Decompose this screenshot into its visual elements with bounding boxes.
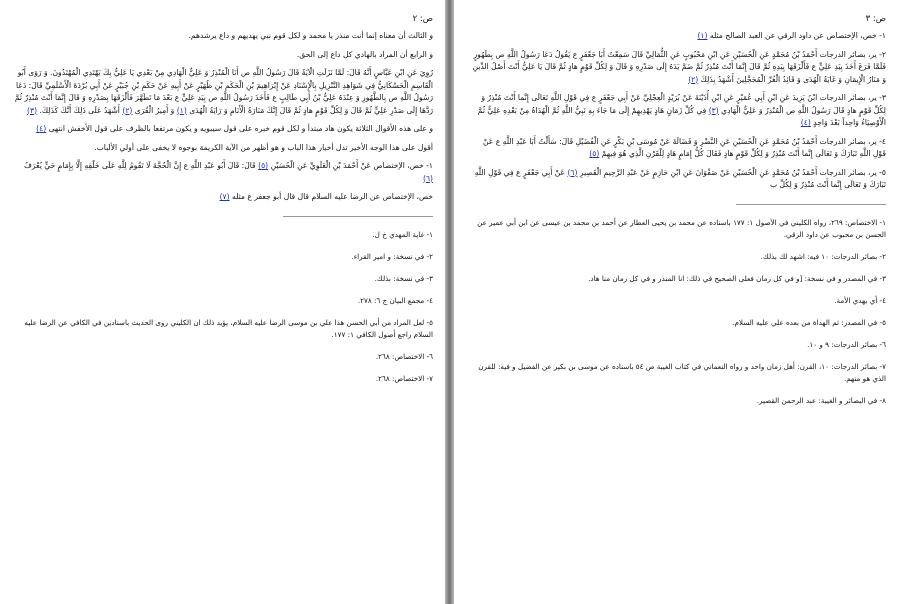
paragraph: خص، الإختصاص عن الرضا عليه السلام قال قال أبو جعفر ع مثله (٧) bbox=[219, 192, 433, 201]
paragraph: ٣- ير، بصائر الدرجات ابْنُ يَزِيدَ عَنِ ابْنِ أَبِي عُمَيْرٍ عَنِ ابْنِ أُذَيْنَةَ عَنْ بُرَيْدٍ الْعِجْلِيِّ عَنْ أَبِي جَعْفَرٍ ع فِي قَوْلِ اللَّهِ تَعَالَى إِنَّما أَنْتَ مُنْذِرٌ وَ لِكُلِّ قَوْمٍ هادٍ قَالَ رَسُولُ اللَّهِ ص الْمُنْذِرُ وَ عَلِيٌّ الْهَادِي (٣) فِي كُلِّ زَمَانٍ هَادٍ يَهْدِيهِمْ إِلَى مَا جَاءَ بِهِ نَبِيُّ اللَّهِ ثُمَّ الْهُدَاةُ مِنْ بَعْدِهِ عَلِيٌّ ثُمَّ الْأَوْصِيَاءُ وَاحِداً بَعْدَ وَاحِدٍ (٤) bbox=[477, 93, 886, 127]
paragraph: و الثالث أن معناه إنما أنت منذر يا محمد و لكل قوم نبي يهديهم و داع يرشدهم. bbox=[188, 31, 433, 40]
right-page bbox=[454, 0, 898, 604]
page-number: ص: ٣ bbox=[865, 14, 886, 24]
footnote-ref[interactable]: (٧) bbox=[219, 192, 230, 201]
footnote: ٤- مجمع البيان ج ٦: ٢٧٨. bbox=[357, 295, 433, 305]
footnote: ٧- بصائر الدرجات: ١٠، القرن: أهل زمان واحد و رواه النعماني في كتاب الغيبة ص ٥٤ باسناده عن موسى بن بكير عن الفضيل و فيه: للقرن الذي هو منهم. bbox=[478, 361, 886, 383]
footnotes bbox=[468, 217, 886, 407]
footnote: ٨- في البصائر و الغيبة: عبد الرحمن القصير. bbox=[756, 395, 886, 405]
page-gutter bbox=[445, 0, 454, 604]
footnote-ref[interactable]: (٤) bbox=[800, 118, 811, 127]
footnote-ref[interactable]: (٢) bbox=[122, 105, 133, 115]
footnote: ٥- في المصدر: ثم الهداة من بعده علي عليه السلام. bbox=[732, 317, 886, 327]
paragraph: رُوِيَ عَنِ ابْنِ عَبَّاسٍ أَنَّهُ قَالَ: لَمَّا نَزَلَتِ الْآيَةُ قَالَ رَسُولُ اللَّهِ ص أَنَا الْمُنْذِرُ وَ عَلِيٌّ الْهَادِي مِنْ بَعْدِي يَا عَلِيُّ بِكَ يَهْتَدِي الْمُهْتَدُونَ. وَ رَوَى أَبُو الْقَاسِمِ الْحَسْكَانِيُّ فِي شَوَاهِدِ التَّنْزِيلِ بِالْإِسْنَادِ عَنْ إِبْرَاهِيمَ بْنِ الْحَكَمِ بْنِ ظُهَيْرٍ عَنْ أَبِيهِ عَنْ حَكَمِ بْنِ جُبَيْرٍ عَنْ أَبِي بُرْدَةَ الْأَسْلَمِيِّ قَالَ: دَعَا رَسُولُ اللَّهِ ص بِالطَّهُورِ وَ عِنْدَهُ عَلِيُّ بْنُ أَبِي طَالِبٍ ع فَأَخَذَ رَسُولُ اللَّهِ ص بِيَدِ عَلِيٍّ ع بَعْدَ مَا تَطَهَّرَ فَأَلْزَقَهَا بِصَدْرِهِ وَ قَالَ إِنَّمَا أَنْتَ مُنْذِرٌ ثُمَّ رَدَّهَا إِلَى صَدْرِ عَلِيٍّ ثُمَّ قَالَ وَ لِكُلِّ قَوْمٍ هادٍ ثُمَّ قَالَ إِنَّكَ مَنَارَةُ الْأَنَامِ وَ رَايَةُ الْهُدَى (١) وَ أَمِيرُ الْقُرَى (٢) أَشْهَدُ عَلَى ذَلِكَ أَنَّكَ كَذَلِكَ. (٣) bbox=[14, 68, 433, 115]
footnote: ٣- في نسخة: بذلك. bbox=[374, 273, 433, 283]
footnote-ref[interactable]: (٥) bbox=[589, 149, 600, 158]
paragraph: ١- خص، الإختصاص عن داود الرقي عن العبد الصالح مثله (١) bbox=[697, 31, 886, 40]
paragraph: ٤- ير، بصائر الدرجات أَحْمَدُ بْنُ مُحَمَّدٍ عَنِ الْحُسَيْنِ عَنِ النَّضْرِ وَ فَضَالَةَ عَنْ مُوسَى بْنِ بَكْرٍ عَنِ الْفُضَيْلِ قَالَ: سَأَلْتُ أَبَا عَبْدِ اللَّهِ ع عَنْ قَوْلِ اللَّهِ تَبَارَكَ وَ تَعَالَى إِنَّما أَنْتَ مُنْذِرٌ وَ لِكُلِّ قَوْمٍ هادٍ فَقَالَ كُلُّ إِمَامٍ هَادٍ لِلْقَرْنِ الَّذِي هُوَ فِيهِمْ (٥) bbox=[482, 136, 886, 158]
paragraph: ٢- ير، بصائر الدرجات أَحْمَدُ بْنُ مُحَمَّدٍ عَنِ الْحُسَيْنِ عَنِ ابْنِ مَحْبُوبٍ عَنِ الثُّمَالِيِّ قَالَ سَمِعْتُ أَبَا جَعْفَرٍ ع يَقُولُ دَعَا رَسُولُ اللَّهِ ص بِطَهُورٍ فَلَمَّا فَرَغَ أَخَذَ بِيَدِ عَلِيٍّ ع فَأَلْزَقَهَا بِيَدِهِ ثُمَّ قَالَ إِنَّمَا أَنْتَ مُنْذِرٌ ثُمَّ ضَمَّ يَدَهُ إِلَى صَدْرِهِ وَ قَالَ وَ لِكُلِّ قَوْمٍ هادٍ ثُمَّ قَالَ يَا عَلِيُّ أَنْتَ أَصْلُ الدِّينِ وَ مَنَارُ الْإِيمَانِ وَ غَايَةُ الْهُدَى وَ قَائِدُ الْغُرِّ الْمُحَجَّلِينَ أَشْهَدُ بِذَلِكَ (٢) bbox=[472, 49, 886, 84]
paragraph: ٥- ير، بصائر الدرجات أَحْمَدُ بْنُ مُحَمَّدٍ عَنِ الْحُسَيْنِ عَنْ صَفْوَانَ عَنِ ابْنِ حَازِمٍ عَنْ عَبْدِ الرَّحِيمِ الْقَصِيرِ (٦) عَنْ أَبِي جَعْفَرٍ ع فِي قَوْلِ اللَّهِ تَبَارَكَ وَ تَعَالَى إِنَّما أَنْتَ مُنْذِرٌ وَ لِكُلِّ ب bbox=[474, 167, 886, 189]
footnote: ٦- الاختصاص: ٢٦٨. bbox=[375, 351, 433, 361]
left-page bbox=[0, 0, 445, 604]
footnote: ٤- أي يهدي الأمة. bbox=[834, 295, 886, 305]
footnote: ١- الاختصاص: ٢٦٩، رواه الكليني في الأصول ١: ١٧٧ باسناده عن محمد بن يحيى العطار عن أحمد بن محمد بن عيسى عن ابن أبي عمير عن الحسن بن محبوب عن داود الرقي. bbox=[477, 217, 886, 239]
main-text bbox=[14, 30, 433, 204]
footnotes bbox=[14, 229, 433, 385]
paragraph: ١- خص، الإختصاص عَنْ أَحْمَدَ بْنِ الْعَلَوِيِّ عَنِ الْحُسَيْنِ (٥) قَالَ: قَالَ أَبُو عَبْدِ اللَّهِ ع إِنَّ الْحُجَّةَ لَا تَقُومُ لِلَّهِ عَلَى خَلْقِهِ إِلَّا بِإِمَامٍ حَيٍّ يُعْرَفُ (٦) bbox=[23, 161, 433, 183]
footnote-ref[interactable]: (٦) bbox=[422, 173, 433, 183]
footnote-ref[interactable]: (١) bbox=[697, 31, 708, 40]
footnote: ٣- في المصدر و في نسخة: [و في كل زمان فعلى الصحيح في ذلك: انا المنذر و في كل زمان منا هاد. bbox=[588, 273, 886, 283]
footnote: ٢- في نسخة: و امير القراء. bbox=[351, 251, 433, 261]
footnote: ٥- لعل المراد من أبي الحسن هذا علي بن موسى الرضا عليه السلام، يؤيد ذلك ان الكليني روى الحديث باسنادين في الكافي عن الرضا عليه السلام راجع أصول الكافي ١: ١٧٧. bbox=[24, 317, 433, 339]
footnote-ref[interactable]: (٦) bbox=[567, 167, 578, 177]
footnote-ref[interactable]: (٣) bbox=[27, 105, 38, 115]
footnote-ref[interactable]: (٢) bbox=[688, 74, 699, 84]
footnote: ٦- بصائر الدرجات: ٩ و ١٠. bbox=[807, 339, 886, 349]
footnote-divider bbox=[283, 216, 433, 217]
main-text bbox=[468, 30, 886, 192]
footnote-ref[interactable]: (٥) bbox=[258, 161, 269, 170]
paragraph: أقول على هذا الوجه الأخير تدل أخبار هذا الباب و هو أظهر من الآية الكريمة بوجوه لا يخفى على أولي الألباب. bbox=[94, 142, 433, 152]
paragraph: و على هذه الأقوال الثلاثة يكون هاد مبتدأ و لكل قوم خبره على قول سيبويه و يكون مرتفعا بالظرف على قول الأخفش انتهى (٤) bbox=[36, 124, 433, 133]
paragraph: و الرابع أن المراد بالهادي كل داع إلى الحق. bbox=[296, 49, 433, 59]
footnote: ١- غاية المهدي خ ل. bbox=[372, 229, 433, 239]
page-number: ص: ٢ bbox=[412, 14, 433, 24]
footnote-ref[interactable]: (٤) bbox=[36, 124, 47, 133]
footnote-ref[interactable]: (٣) bbox=[708, 105, 719, 115]
footnote: ٢- بصائر الدرجات: ١٠ فيه: اشهد لك بذلك. bbox=[760, 251, 886, 261]
footnote-ref[interactable]: (١) bbox=[176, 105, 187, 115]
footnote-divider bbox=[736, 204, 886, 205]
footnote: ٧- الاختصاص: ٢٦٨. bbox=[375, 373, 433, 383]
